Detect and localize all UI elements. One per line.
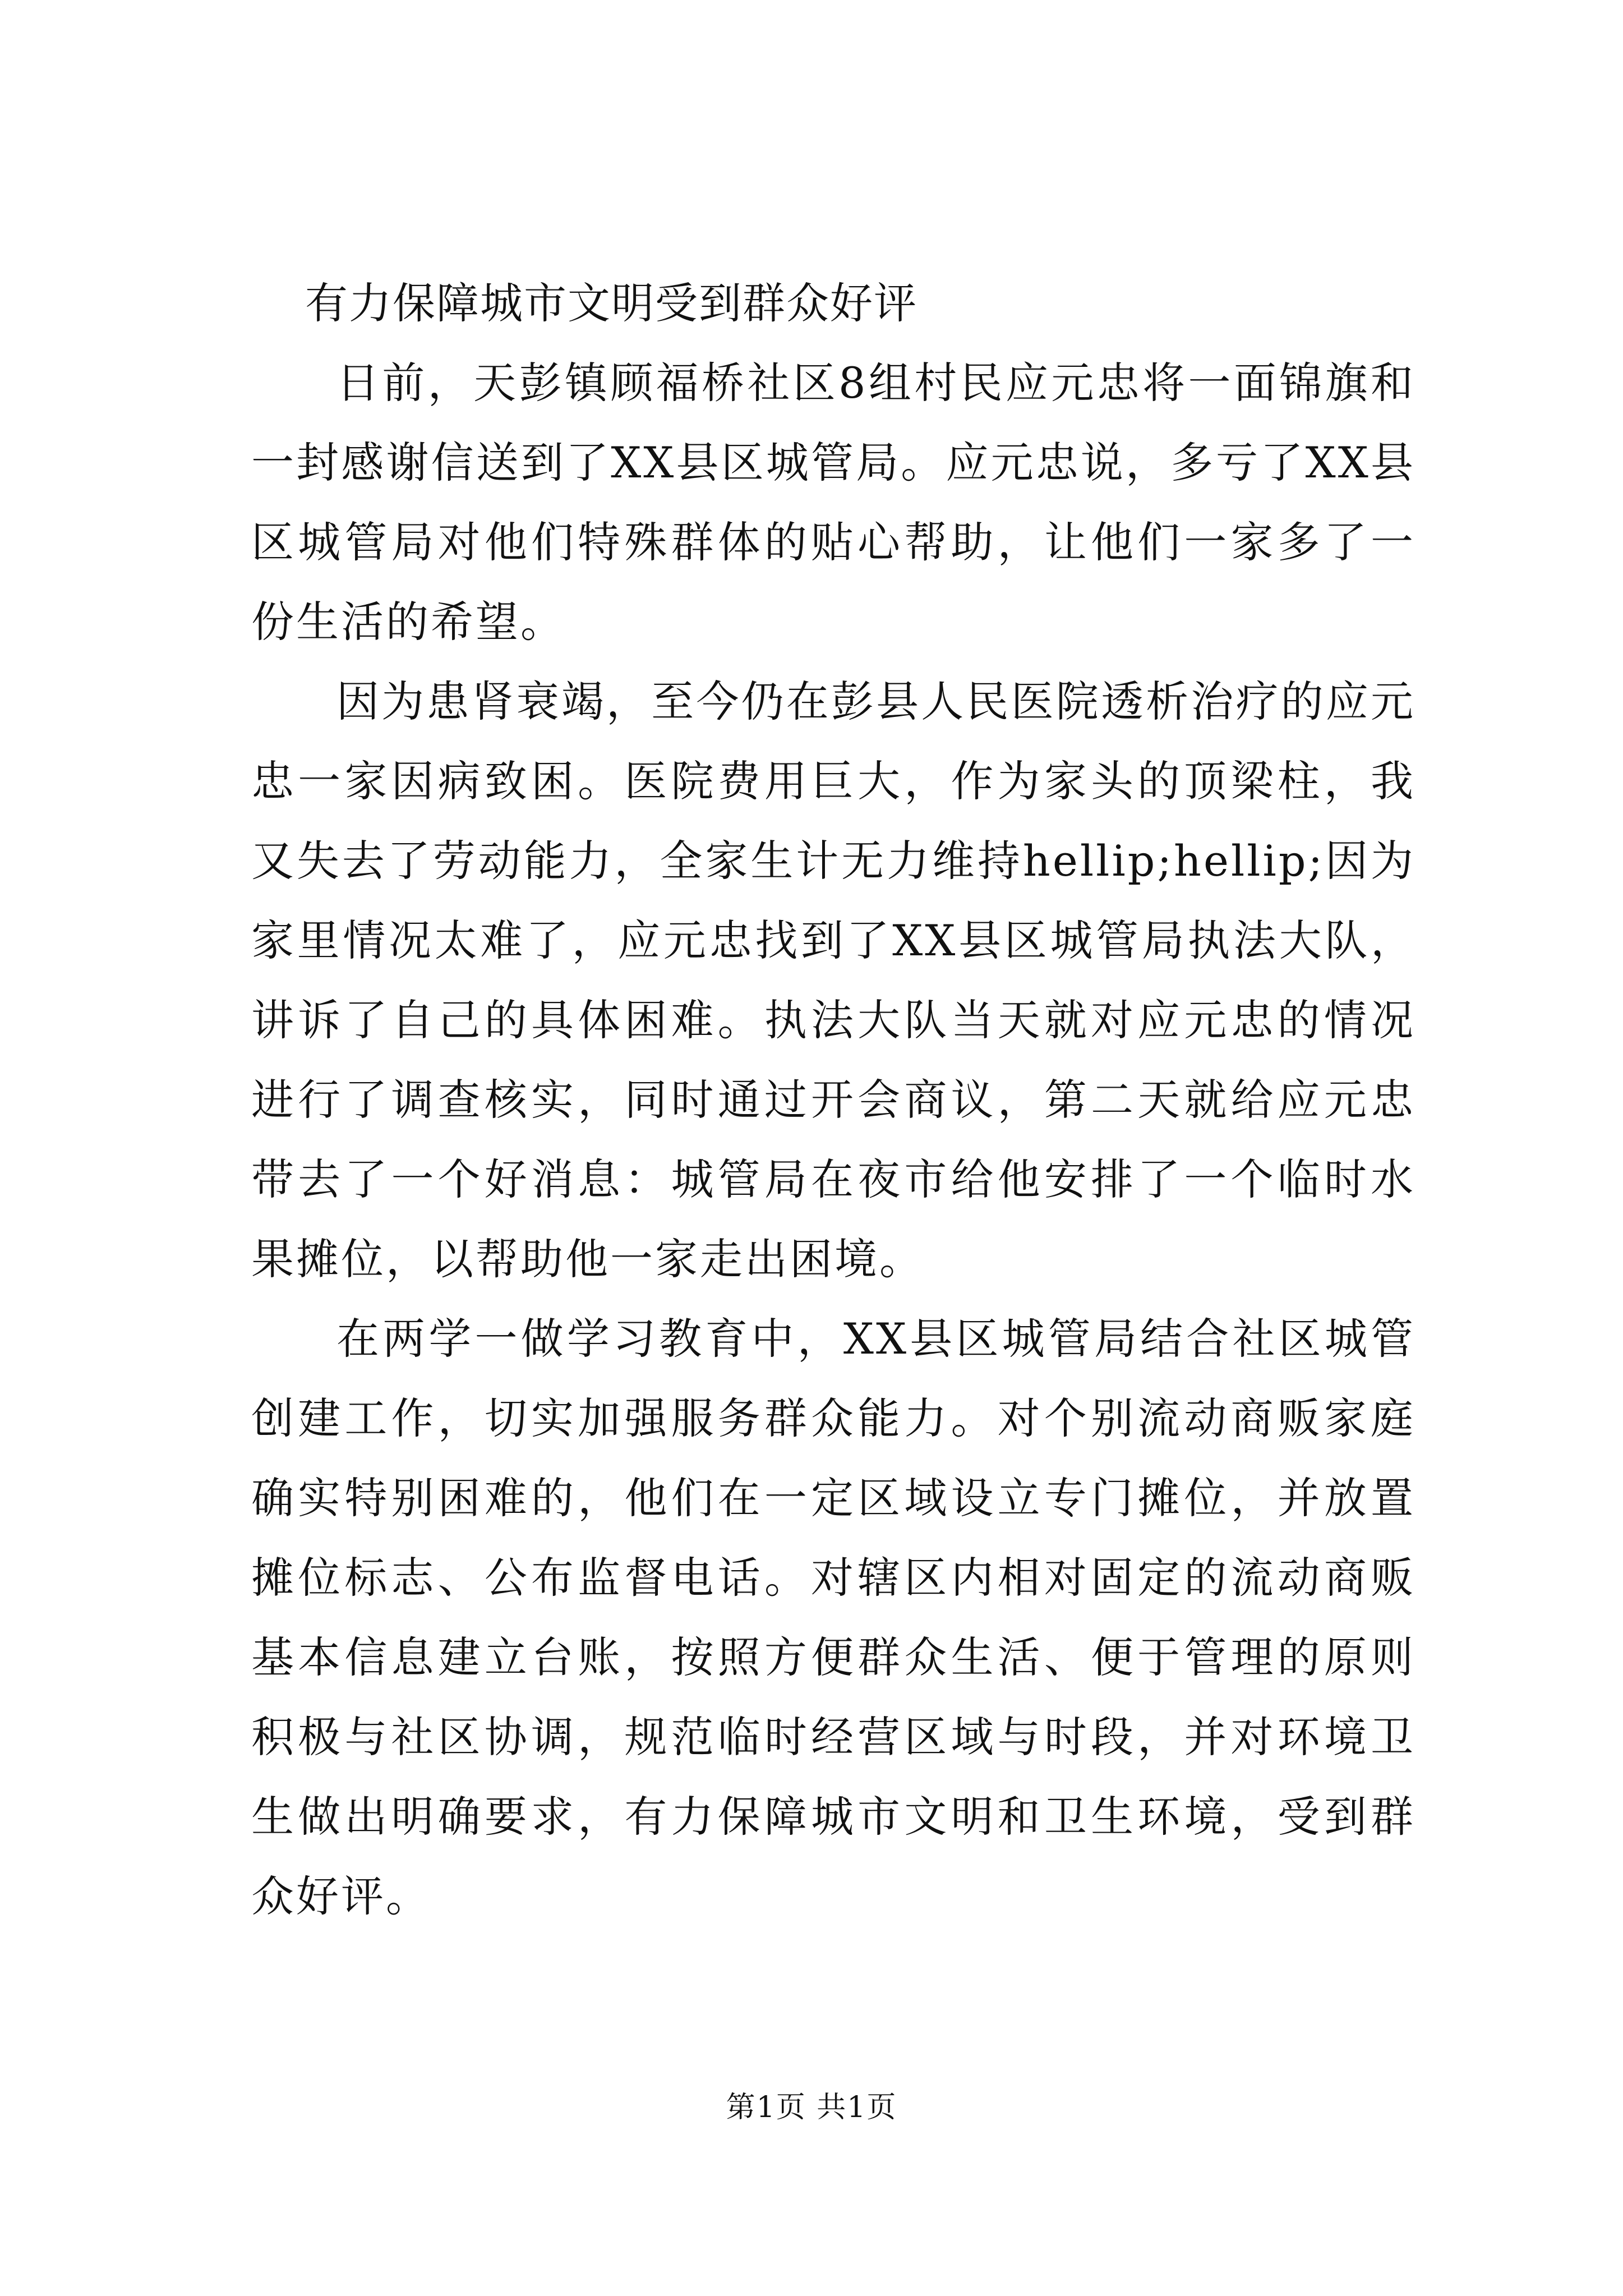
document-title: 有力保障城市文明受到群众好评 (305, 278, 917, 328)
document-body (251, 264, 1415, 1936)
paragraph-3: 在两学一做学习教育中，XX县区城管局结合社区城管创建工作，切实加强服务群众能力。对个别流动商贩家庭确实特别困难的，他们在一定区域设立专门摊位，并放置摊位标志、公布监督电话。对辖区内相对固定的流动商贩基本信息建立台账，按照方便群众生活、便于管理的原则积极与社区协调，规范临时经营区域与时段，并对环境卫生做出明确要求，有力保障城市文明和卫生环境，受到群众好评。 (251, 1314, 1415, 1921)
paragraph-2: 因为患肾衰竭，至今仍在彭县人民医院透析治疗的应元忠一家因病致困。医院费用巨大，作为家头的顶梁柱，我又失去了劳动能力，全家生计无力维持hellip;hellip;因为家里情况太难了，应元忠找到了XX县区城管局执法大队，讲诉了自己的具体困难。执法大队当天就对应元忠的情况进行了调查核实，同时通过开会商议，第二天就给应元忠带去了一个好消息：城管局在夜市给他安排了一个临时水果摊位，以帮助他一家走出困境。 (251, 677, 1415, 1284)
paragraph-1: 日前，天彭镇顾福桥社区8组村民应元忠将一面锦旗和一封感谢信送到了XX县区城管局。应元忠说，多亏了XX县区城管局对他们特殊群体的贴心帮助，让他们一家多了一份生活的希望。 (251, 358, 1415, 647)
page-footer: 第1页 共1页 (726, 2091, 897, 2124)
